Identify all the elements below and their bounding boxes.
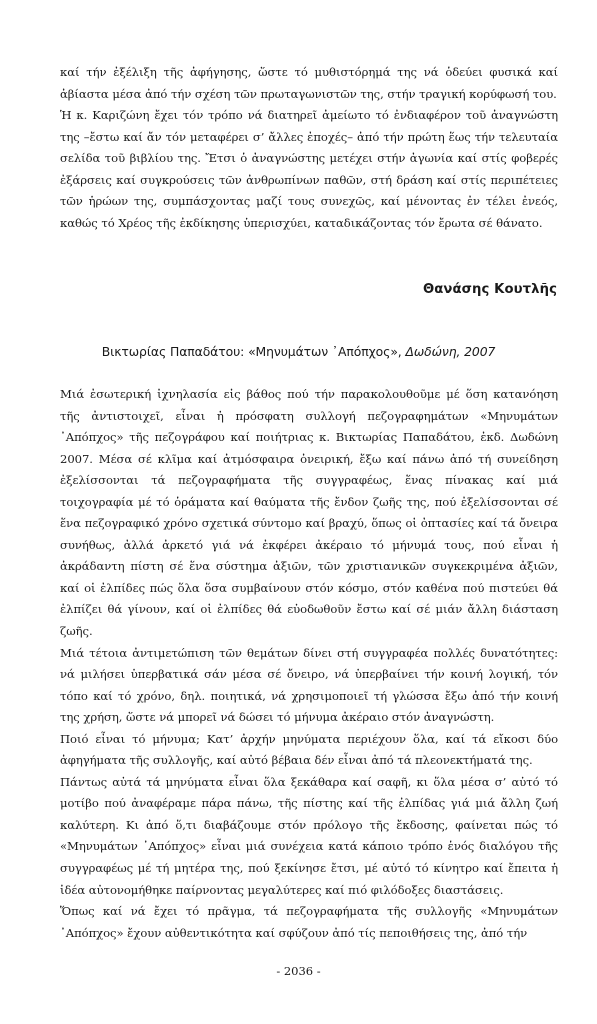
paragraph: Μιά ἐσωτερική ἰχνηλασία εἰς βάθος πού τήν παρακολουθοῦμε μέ ὅση κατανόηση τῆς ἀντιστοιχεῖ, εἶναι ἡ πρόσφατη συλλογή πεζογραφημάτων «Μηνυμάτων ᾽Απόπχος» τῆς πεζογράφου καί ποιήτριας κ. Βικτωρίας Παπαδάτου, ἐκδ. Δωδώνη 2007. Μέσα σέ κλῖμα καί ἀτμόσφαιρα ὀνειρική, ἔξω καί πάνω ἀπό τή συνείδηση ἐξελίσσονται τά πεζογραφήματα τῆς συγγραφέως, ἕνας πίνακας καί μιά τοιχογραφία μέ τό ὁράματα καί θαύματα τῆς ἔνδον ζωῆς της, πού ἐξελίσσονται σέ ἕνα πεζογραφικό χρόνο σχετικά σύντομο καί βραχύ, ὅπως οἱ ὀπτασίες καί τά ὄνειρα συνήθως, ἀλλά ἀρκετό γιά νά ἐκφέρει ἀκέραιο τό μήνυμά τους, πού εἶναι ἡ ἀκράδαντη πίστη σέ ἕνα σύστημα ἀξιῶν, τῶν χριστιανικῶν συγκεκριμένα ἀξιῶν, καί οἱ ἐλπίδες πώς ὅλα ὅσα συμβαίνουν στόν κόσμο, στόν καθένα πού πιστεύει θά ἐλπίζει θά γίνουν, καί οἱ ἐλπίδες θά εὐοδωθοῦν ἔστω καί σέ μιάν ἄλλη διάσταση ζωῆς.	[60, 387, 558, 639]
review-heading	[0, 344, 597, 359]
paragraph: Ποιό εἶναι τό μήνυμα; Κατ’ ἀρχήν μηνύματα περιέχουν ὅλα, καί τά εἴκοσι δύο ἀφηγήματα τῆς συλλογῆς, καί αὐτό βέβαια δέν εἶναι ἀπό τά πλεονεκτήματά της.	[60, 731, 558, 768]
review-body	[60, 384, 558, 944]
paragraph: Πάντως αὐτά τά μηνύματα εἶναι ὅλα ξεκάθαρα καί σαφῆ, κι ὅλα μέσα σ’ αὐτό τό μοτίβο πού ἀναφέραμε πάρα πάνω, τῆς πίστης καί τῆς ἐλπίδας γιά μιά ἄλλη ζωή καλύτερη. Κι ἀπό ὅ,τι διαβάζουμε στόν πρόλογο τῆς ἔκδοσης, φαίνεται πώς τό «Μηνυμάτων ᾽Απόπχος» εἶναι μιά συνέχεια κατά κάποιο τρόπο ἑνός διαλόγου τῆς συγγραφέως μέ τή μητέρα της, πού ξεκίνησε ἔτσι, μέ αὐτό τό κίνητρο καί ἔπειτα ἡ ἰδέα αὐτονομήθηκε παίρνοντας μεγαλύτερες καί πιό φιλόδοξες διαστάσεις.	[60, 774, 558, 897]
paragraph: Ἡ κ. Καριζώνη ἔχει τόν τρόπο νά διατηρεῖ ἀμείωτο τό ἐνδιαφέρον τοῦ ἀναγνώστη της –ἔστω καί ἄν τόν μεταφέρει σ’ ἄλλες ἐποχές– ἀπό τήν πρώτη ἕως τήν τελευταία σελίδα τοῦ βιβλίου της. Ἔτσι ὁ ἀναγνώστης μετέχει στήν ἀγωνία καί στίς φοβερές ἐξάρσεις καί συγκρούσεις τῶν ἀνθρωπίνων παθῶν, στή δράση καί στίς περιπέτειες τῶν ἡρώων της, συμπάσχοντας μαζί τους συνεχῶς, καί μένοντας ἐν τέλει ἐνεός, καθώς τό Χρέος τῆς ἐκδίκησης ὑπερισχύει, καταδικάζοντας τόν ἔρωτα σέ θάνατο.	[60, 108, 558, 230]
paragraph: Ὅπως καί νά ἔχει τό πρᾶγμα, τά πεζογραφήματα τῆς συλλογῆς «Μηνυμάτων ᾽Απόπχος» ἔχουν αὐθεντικότητα καί σφύζουν ἀπό τίς πεποιθήσεις της, ἀπό τήν	[60, 904, 558, 940]
paragraph: Μιά τέτοια ἀντιμετώπιση τῶν θεμάτων δίνει στή συγγραφέα πολλές δυνατότητες: νά μιλήσει ὑπερβατικά σάν μέσα σέ ὄνειρο, νά ὑπερβαίνει τήν κοινή λογική, τόν τόπο καί τό χρόνο, δηλ. ποιητικά, νά χρησιμοποιεῖ τή γλώσσα ἔξω ἀπό τήν κοινή της χρήση, ὥστε νά μπορεῖ νά δώσει τό μήνυμα ἀκέραιο στόν ἀναγνώστη.	[60, 645, 558, 725]
heading-publisher: Δωδώνη, 2007	[401, 344, 496, 359]
review-continuation	[60, 62, 558, 234]
paragraph: καί τήν ἐξέλιξη τῆς ἀφήγησης, ὥστε τό μυθιστόρημά της νά ὁδεύει φυσικά καί ἀβίαστα μέσα ἀπό τήν σχέση τῶν πρωταγωνιστῶν της, στήν τραγική κορύφωσή του.	[60, 65, 558, 101]
page-number: - 2036 -	[276, 964, 321, 978]
heading-author-title: Βικτωρίας Παπαδάτου: «Μηνυμάτων ᾽Απόπχος»,	[101, 344, 402, 359]
review-signature: Θανάσης Κουτλῆς	[422, 282, 557, 297]
